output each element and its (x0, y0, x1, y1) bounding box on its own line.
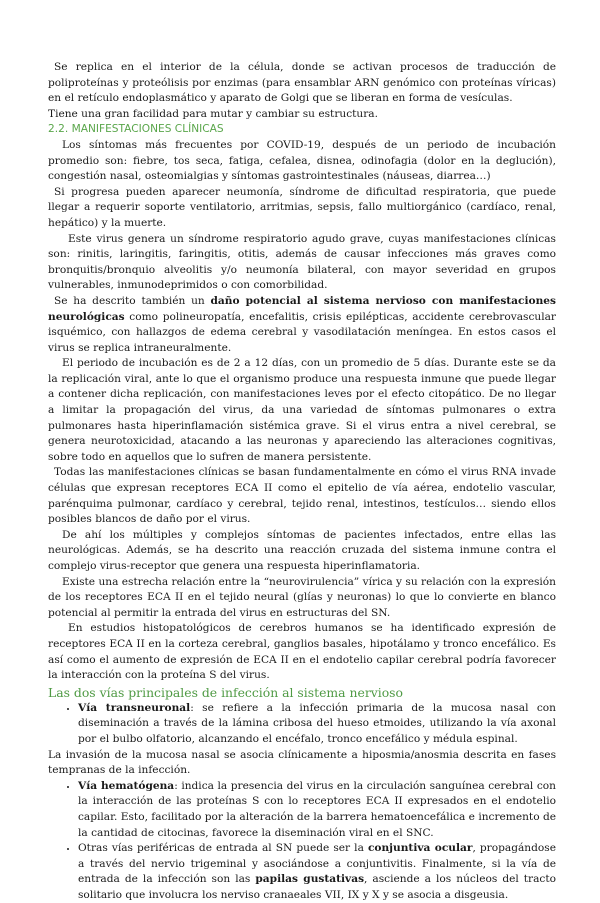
otras-bold-conjuntiva: conjuntiva ocular (367, 842, 473, 855)
paragraph-estudios: En estudios histopatológicos de cerebros humanos se ha identificado expresión de receptores ECA II en la corteza cerebral, ganglios basales, hipotálamo y tronco encefálico. Es así como el aumento de expresión de ECA II en el endotelio capilar cerebral podría favorecer la interacción con la proteína S del virus. (48, 622, 556, 682)
paragraph-existe: Existe una estrecha relación entre la “neurovirulencia” vírica y su relación con la expresión de los receptores ECA II en el tejido neural (glías y neuronas) lo que lo convierte en blanco potencial al permitir la entrada del virus en estructuras del SN. (48, 575, 556, 619)
otras-text-2: , propagándose a través del nervio trigeminal y asociándose a conjuntivitis. Finalmente, si la vía de entrada de la infección son las (78, 842, 557, 886)
bullet-otras-vias (78, 841, 556, 903)
heading-vias: Las dos vías principales de infección al sistema nervioso (48, 684, 403, 700)
paragraph-invasion: La invasión de la mucosa nasal se asocia clínicamente a hiposmia/anosmia descrita en fases tempranas de la infección. (48, 748, 556, 777)
dano-text-bold: daño potencial al sistema nervioso con manifestaciones neurológicas (48, 294, 556, 323)
dano-text-pre: Se ha descrito también un (54, 294, 211, 307)
bullet-transneuronal-text: : se refiere a la infección primaria de la mucosa nasal con diseminación a través de la lámina cribosa del hueso etmoides, utilizando la vía axonal por el bulbo olfatorio, alcanzando el encéfalo, tronco encefálico y médula espinal. (78, 701, 556, 745)
paragraph-dealli: De ahí los múltiples y complejos síntomas de pacientes infectados, entre ellas las neurológicas. Además, se ha descrito una reacción cruzada del sistema inmune contra el complejo virus-receptor que genera una respuesta hiperinflamatoria. (48, 528, 556, 572)
bullet-transneuronal (78, 701, 556, 748)
paragraph-sindrome: Este virus genera un síndrome respiratorio agudo grave, cuyas manifestaciones clínicas son: rinitis, laringitis, faringitis, otitis, además de causar infecciones más graves como bronquitis/bronquio alveolitis y/o neumonía bilateral, con mayor severidad en grupos vulnerables, inmunodeprimidos o con comorbilidad. (48, 232, 556, 292)
paragraph-facilidad: Tiene una gran facilidad para mutar y cambiar su estructura. (48, 107, 378, 120)
paragraph-incubacion: El periodo de incubación es de 2 a 12 días, con un promedio de 5 días. Durante este se da la replicación viral, ante lo que el organismo produce una respuesta inmune que puede llegar a contener dicha replicación, con manifestaciones leves por el efecto citopático. De no llegar a limitar la propagación del virus, da una variedad de síntomas pulmonares o extra pulmonares hasta hiperinflamación sistémica grave. Si el virus entra a nivel cerebral, se genera neurotoxicidad, atacando a las neuronas y apareciendo las alteraciones cognitivas, sobre todo en aquellos que lo sufren de manera persistente. (48, 357, 556, 463)
paragraph-replicacion: Se replica en el interior de la célula, donde se activan procesos de traducción de poliproteínas y proteólisis por enzimas (para ensamblar ARN genómico con proteínas víricas) en el retículo endoplasmático y aparato de Golgi que se liberan en forma de vesículas. (48, 61, 556, 105)
bullet-hematogena-text: : indica la presencia del virus en la circulación sanguínea cerebral con la interacción de las proteínas S con lo receptores ECA II expresados en el endotelio capilar. Esto, facilitado por la alteración de la barrera hematoencefálica e incremento de la cantidad de citocinas, favorece la diseminación viral en el SNC. (78, 779, 556, 839)
otras-text-1: Otras vías periféricas de entrada al SN puede ser la (78, 842, 368, 855)
bullet-hematogena (78, 779, 556, 841)
bullet-hematogena-title: Vía hematógena (78, 779, 175, 792)
section-heading-manifestaciones: 2.2. MANIFESTACIONES CLÍNICAS (48, 123, 224, 136)
document-page (48, 60, 556, 903)
otras-text-3: , asciende a los núcleos del tracto solitario que involucra los nerviso cranaeales VII, IX y X y se asocia a disgeusia. (78, 873, 556, 901)
bullet-transneuronal-title: Vía transneuronal (78, 701, 191, 714)
list-vias-2 (48, 779, 556, 903)
paragraph-todas: Todas las manifestaciones clínicas se basan fundamentalmente en cómo el virus RNA invade células que expresan receptores ECA II como el epitelio de vía aérea, endotelio vascular, parénquima pulmonar, cardíaco y cerebral, tejido renal, intestinos, testículos… siendo ellos posibles blancos de daño por el virus. (48, 466, 556, 526)
list-vias-1 (48, 701, 556, 748)
otras-bold-papilas: papilas gustativas (255, 873, 365, 886)
paragraph-progresa: Si progresa pueden aparecer neumonía, síndrome de dificultad respiratoria, que puede llegar a requerir soporte ventilatorio, arritmias, sepsis, fallo multiorgánico (cardíaco, renal, hepático) y la muerte. (48, 185, 556, 229)
dano-text-post: como polineuropatía, encefalitis, crisis epilépticas, accidente cerebrovascular isquémico, con hallazgos de edema cerebral y vasodilatación meníngea. En estos casos el virus se replica intraneuralmente. (48, 310, 556, 354)
paragraph-dano (48, 294, 556, 356)
paragraph-sintomas: Los síntomas más frecuentes por COVID-19, después de un periodo de incubación promedio son: fiebre, tos seca, fatiga, cefalea, disnea, odinofagia (dolor en la deglución), congestión nasal, osteomialgias y síntomas gastrointestinales (náuseas, diarrea…) (48, 138, 556, 183)
